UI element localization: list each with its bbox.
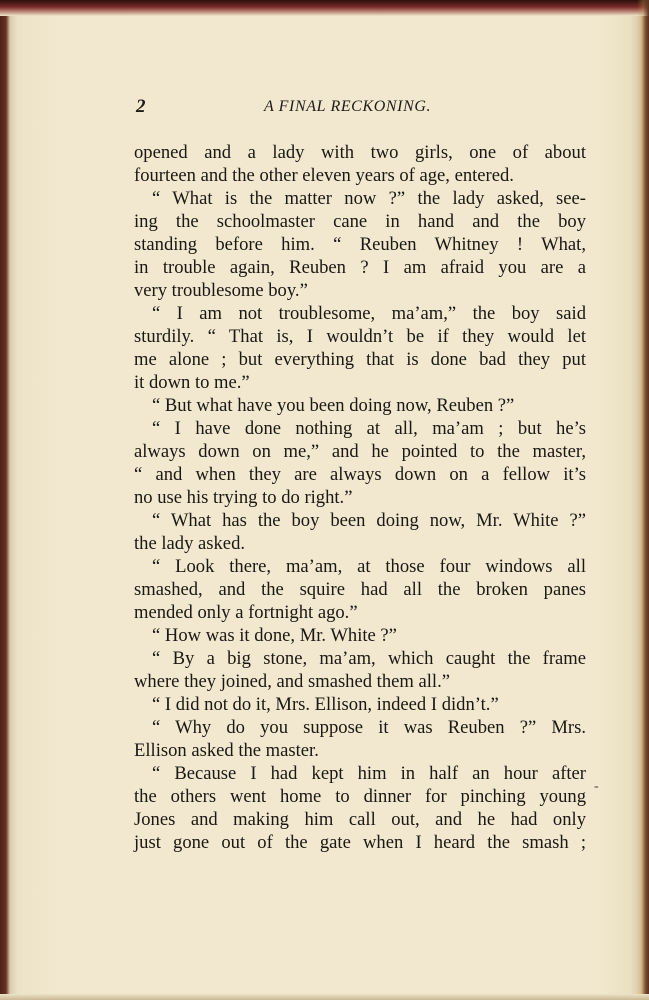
text-line: smashed, and the squire had all the broken panes [134, 579, 586, 600]
running-title: A FINAL RECKONING. [264, 98, 432, 115]
text-line: where they joined, and smashed them all.” [134, 671, 450, 692]
text-line: just gone out of the gate when I heard the smash ; [134, 832, 586, 853]
text-line: “ By a big stone, ma’am, which caught the frame [152, 648, 586, 669]
text-line: fourteen and the other eleven years of age, entered. [134, 165, 514, 186]
margin-mark: - [594, 779, 599, 794]
text-line: always down on me,” and he pointed to the master, [134, 441, 586, 462]
text-line: “ I am not troublesome, ma’am,” the boy said [152, 303, 586, 324]
book-bottom-edge [0, 994, 649, 1000]
text-line: opened and a lady with two girls, one of about [134, 142, 586, 163]
text-line: “ But what have you been doing now, Reuben ?” [152, 395, 515, 416]
text-line: it down to me.” [134, 372, 250, 393]
text-line: ing the schoolmaster cane in hand and the boy [134, 211, 586, 232]
text-line: “ What is the matter now ?” the lady asked, see- [152, 188, 586, 209]
text-line: “ What has the boy been doing now, Mr. White ?” [152, 510, 586, 531]
text-line: “ Why do you suppose it was Reuben ?” Mrs. [152, 717, 586, 738]
book-top-edge [0, 0, 649, 16]
text-line: the lady asked. [134, 533, 246, 554]
text-line: in trouble again, Reuben ? I am afraid you are a [134, 257, 586, 278]
text-line: standing before him. “ Reuben Whitney ! What, [134, 234, 586, 255]
page-header [136, 96, 586, 122]
text-line: “ I did not do it, Mrs. Ellison, indeed I didn’t.” [152, 694, 499, 715]
text-line: very troublesome boy.” [134, 280, 308, 301]
text-line: “ Look there, ma’am, at those four windows all [152, 556, 586, 577]
text-line: Jones and making him call out, and he had only [134, 809, 586, 830]
text-line: sturdily. “ That is, I wouldn’t be if they would let [134, 326, 586, 347]
text-line: “ I have done nothing at all, ma’am ; but he’s [152, 418, 586, 439]
text-line: Ellison asked the master. [134, 740, 319, 761]
text-line: “ Because I had kept him in half an hour after [152, 763, 586, 784]
body-text [134, 141, 586, 854]
text-line: “ and when they are always down on a fellow it’s [134, 464, 586, 485]
text-line: mended only a fortnight ago.” [134, 602, 358, 623]
page-number: 2 [136, 96, 146, 117]
text-line: the others went home to dinner for pinching young [134, 786, 586, 807]
text-line: me alone ; but everything that is done bad they put [134, 349, 586, 370]
text-line: no use his trying to do right.” [134, 487, 353, 508]
page-gutter-shadow [637, 0, 649, 1000]
text-line: “ How was it done, Mr. White ?” [152, 625, 397, 646]
